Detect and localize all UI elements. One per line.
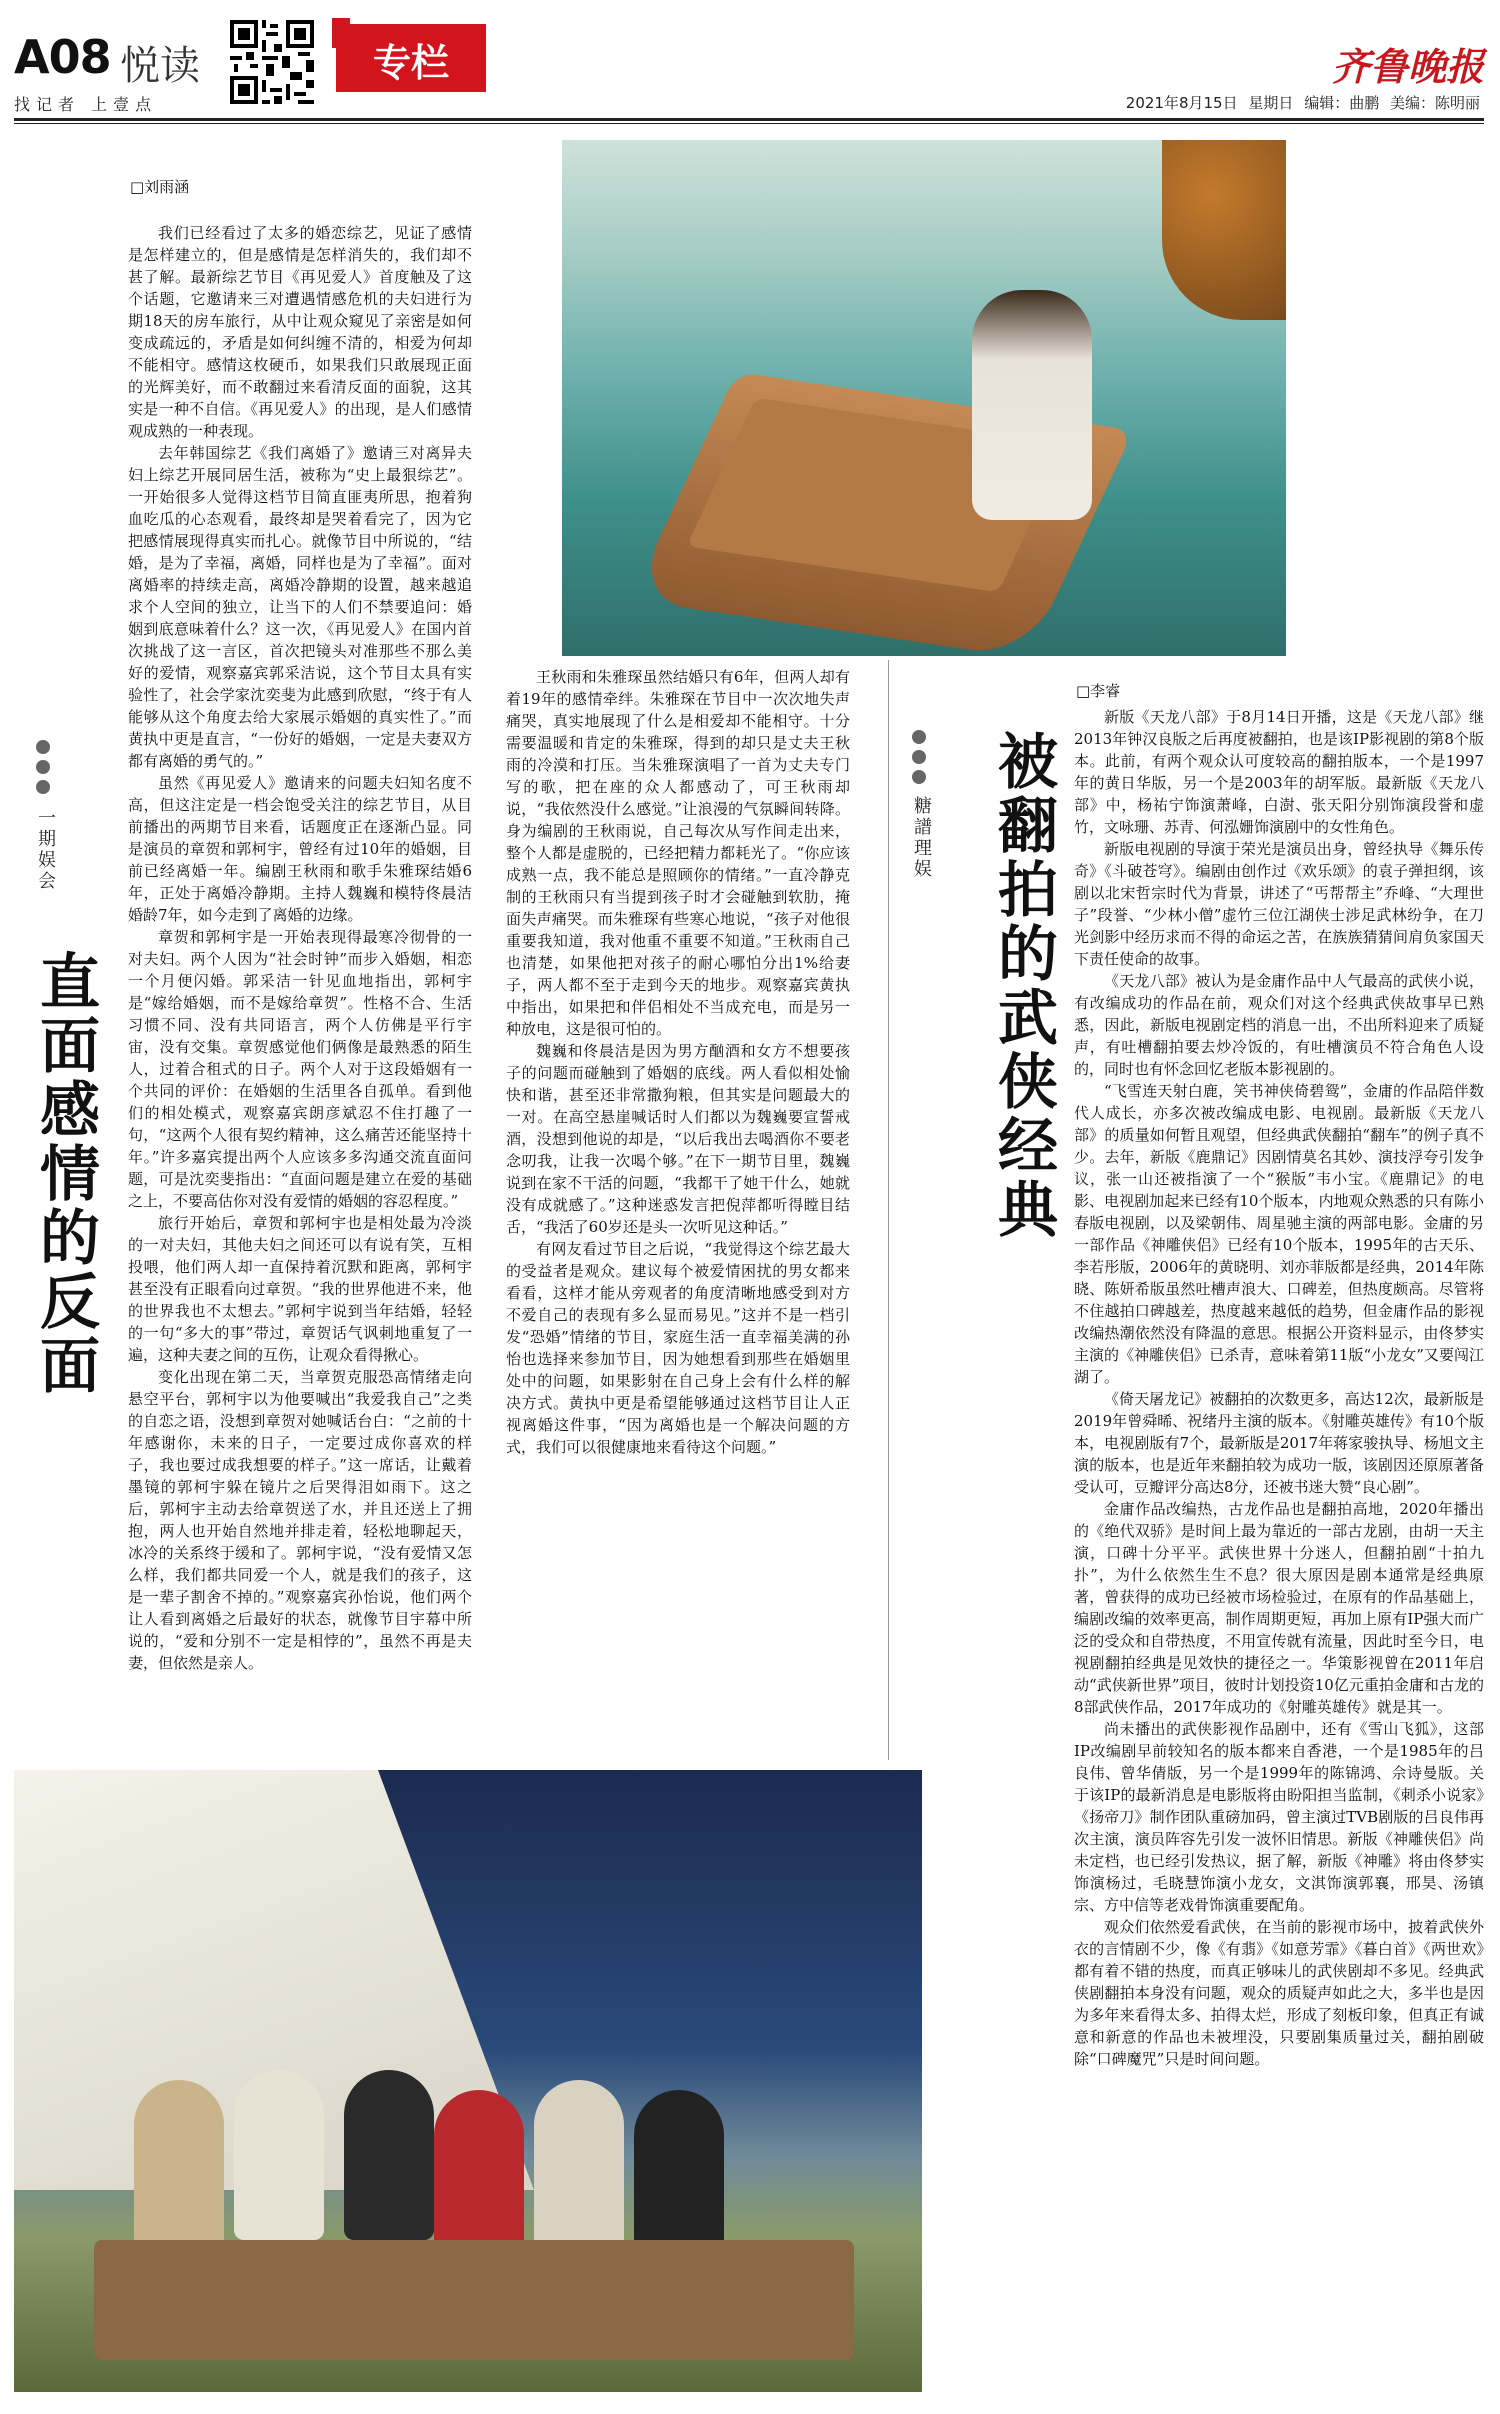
photo-campsite-dinner <box>14 1770 922 2392</box>
photo-guest-detail <box>344 2070 434 2240</box>
article1-column-1 <box>128 222 472 1732</box>
article2-tag: 糖譜理娱 <box>911 796 932 880</box>
photo-guest-detail <box>634 2090 724 2260</box>
column-divider <box>888 660 889 1760</box>
column-label: 专栏 <box>372 41 449 85</box>
article1-byline: □刘雨涵 <box>130 178 190 196</box>
photo-person-detail <box>972 290 1092 520</box>
photo-table-detail <box>94 2240 854 2360</box>
photo-guest-detail <box>134 2080 224 2250</box>
slogan: 找记者 上壹点 <box>14 95 158 114</box>
header-rule <box>14 118 1484 121</box>
photo-boat-on-river <box>562 140 1286 656</box>
header-rule-thin <box>14 123 1484 124</box>
article2-paragraph: 尚未播出的武侠影视作品剧中，还有《雪山飞狐》，这部IP改编剧早前较知名的版本都来自香港，一个是1985年的吕良伟、曾华倩版，另一个是1999年的陈锦鸿、佘诗曼版。关于该IP的最新消息是电影版将由盼阳担当监制，《刺杀小说家》《扬帝刀》制作团队重磅加码，曾主演过TVB剧版的吕良伟再次主演，演员阵容先引发一波怀旧情思。新版《神雕侠侣》尚未定档，也已经引发热议，据了解，新版《神雕》将由佟梦实饰演杨过，毛晓慧饰演小龙女，文淇饰演郭襄，邢昊、汤镇宗、方中信等老戏骨饰演重要配角。 <box>1074 1720 1484 1914</box>
article2-paragraph: 观众们依然爱看武侠，在当前的影视市场中，披着武侠外衣的言情剧不少，像《有翡》《如意芳霏》《暮白首》《两世欢》都有着不错的热度，而真正够味儿的武侠剧却不多见。经典武侠剧翻拍本身没有问题，观众的质疑声如此之大，多半也是因为多年来看得太多、拍得太烂，形成了刻板印象，但真正有诚意和新意的作品也未被埋没，只要剧集质量过关，翻拍剧破除“口碑魔咒”只是时间问题。 <box>1074 1918 1484 2068</box>
article1-paragraph: 旅行开始后，章贺和郭柯宇也是相处最为冷淡的一对夫妇，其他夫妇之间还可以有说有笑，互相投喂，他们两人却一直保持着沉默和距离，郭柯宇甚至没有正眼看向过章贺。“我的世界他进不来，他的世界我也不太想去。”郭柯宇说到当年结婚，轻轻的一句“多大的事”带过，章贺话气讽刺地重复了一遍，这种夫妻之间的互伤，让观众看得揪心。 <box>128 1214 472 1364</box>
article2-paragraph: 《天龙八部》被认为是金庸作品中人气最高的武侠小说，有改编成功的作品在前，观众们对这个经典武侠故事早已熟悉，因此，新版电视剧定档的消息一出，不出所料迎来了质疑声，有吐槽翻拍要去炒冷饭的，有吐槽演员不符合角色人设的，同时也有怀念回忆老版本影视剧的。 <box>1074 972 1484 1078</box>
brand-logo: 齐鲁晚报 <box>1331 44 1484 89</box>
article1-title: 直面感情的反面 <box>30 950 100 1398</box>
header-info <box>1126 92 1480 113</box>
article2-paragraph: 《倚天屠龙记》被翻拍的次数更多，高达12次，最新版是2019年曾舜晞、祝绪丹主演的版本。《射雕英雄传》有10个版本，电视剧版有7个，最新版是2017年蒋家骏执导、杨旭文主演的版本，也是近年来翻拍较为成功一版，该剧因还原原著备受认可，豆瓣评分高达8分，还被书迷大赞“良心剧”。 <box>1074 1390 1484 1496</box>
article2-paragraph: “飞雪连天射白鹿，笑书神侠倚碧鸳”，金庸的作品陪伴数代人成长，亦多次被改编成电影、电视剧。最新版《天龙八部》的质量如何暂且观望，但经典武侠翻拍“翻车”的例子真不少。去年，新版《鹿鼎记》因剧情莫名其妙、演技浮夸引发争议，张一山还被指演了一个“猴版”韦小宝。《鹿鼎记》的电影、电视剧加起来已经有10个版本，内地观众熟悉的只有陈小春版电视剧，以及梁朝伟、周星驰主演的两部电影。金庸的另一部作品《神雕侠侣》已经有10个版本，1995年的古天乐、李若彤版，2006年的黄晓明、刘亦菲版都是经典，2014年陈晓、陈妍希版虽然吐槽声浪大、口碑差，但热度颇高。尽管将不住越拍口碑越差，热度越来越低的趋势，但金庸作品的影视改编热潮依然没有降温的意思。根据公开资料显示，由佟梦实主演的《神雕侠侣》已杀青，意味着第11版“小龙女”又要闯江湖了。 <box>1074 1082 1484 1386</box>
section-name: 悦读 <box>120 43 200 89</box>
tag-dots <box>36 740 52 800</box>
article1-paragraph: 虽然《再见爱人》邀请来的问题夫妇知名度不高，但这注定是一档会饱受关注的综艺节目，从目前播出的两期节目来看，话题度正在逐渐凸显。同是演员的章贺和郭柯宇，曾经有过10年的婚姻，目前已经离婚一年。编剧王秋雨和歌手朱雅琛结婚6年，正处于离婚冷静期。主持人魏巍和模特佟晨洁婚龄7年，如今走到了离婚的边缘。 <box>128 774 472 924</box>
article1-paragraph: 王秋雨和朱雅琛虽然结婚只有6年，但两人却有着19年的感情牵绊。朱雅琛在节目中一次次地失声痛哭，真实地展现了什么是相爱却不能相守。十分需要温暖和肯定的朱雅琛，得到的却只是丈夫王秋雨的冷漠和打压。当朱雅琛演唱了一首为丈夫专门写的歌，把在座的众人都感动了，可王秋雨却说，“我依然没什么感觉。”让浪漫的气氛瞬间转降。身为编剧的王秋雨说，自己每次从写作间走出来，整个人都是虚脱的，已经把精力都耗光了。“你应该成熟一点，我不能总是照顾你的情绪。”一直冷静克制的王秋雨只有当提到孩子时才会碰触到软肋，掩面失声痛哭。而朱雅琛有些寒心地说，“孩子对他很重要我知道，我对他重不重要不知道。”王秋雨自己也清楚，如果他把对孩子的耐心哪怕分出1%给妻子，两人都不至于走到今天的地步。观察嘉宾黄执中指出，如果把和伴侣相处不当成充电，而是另一种放电，这是很可怕的。 <box>506 668 850 1038</box>
article2-paragraph: 金庸作品改编热，古龙作品也是翻拍高地，2020年播出的《绝代双骄》是时间上最为靠近的一部古龙剧，由胡一天主演，口碑十分平平。武侠世界十分迷人，但翻拍剧“十拍九扑”，为什么依然生生不息？很大原因是剧本通常是经典原著，曾获得的成功已经被市场检验过，在原有的作品基础上，编剧改编的效率更高，制作周期更短，再加上原有IP强大而广泛的受众和自带热度，不用宣传就有流量，因此时至今日，电视剧翻拍经典是见效快的捷径之一。华策影视曾在2011年启动“武侠新世界”项目，彼时计划投资10亿元重拍金庸和古龙的8部武侠作品，2017年成功的《射雕英雄传》就是其一。 <box>1074 1500 1484 1716</box>
issue-weekday: 星期日 <box>1248 94 1294 112</box>
designer-credit: 美编：陈明丽 <box>1389 94 1480 112</box>
article2-paragraph: 新版《天龙八部》于8月14日开播，这是《天龙八部》继2013年钟汉良版之后再度被翻拍，也是该IP影视剧的第8个版本。此前，有两个观众认可度较高的翻拍版本，一个是1997年的黄日华版，另一个是2003年的胡军版。最新版《天龙八部》中，杨祐宁饰演萧峰，白澍、张天阳分别饰演段誉和虚竹，文咏珊、苏青、何泓姗饰演剧中的女性角色。 <box>1074 708 1484 836</box>
article1-paragraph: 章贺和郭柯宇是一开始表现得最寒冷彻骨的一对夫妇。两个人因为“社会时钟”而步入婚姻，相恋一个月便闪婚。郭采洁一针见血地指出，郭柯宇是“嫁给婚姻，而不是嫁给章贺”。性格不合、生活习惯不同、没有共同语言，两个人仿佛是平行宇宙，没有交集。章贺感觉他们俩像是最熟悉的陌生人，过着合租式的日子。两个人对于这段婚姻有一个共同的评价：在婚姻的生活里各自孤单。看到他们的相处模式，观察嘉宾朗彦斌忍不住打趣了一句，“这两个人很有契约精神，这么痛苦还能坚持十年。”许多嘉宾提出两个人应该多多沟通交流直面问题，可是沈奕斐指出：“直面问题是建立在爱的基础之上，不要高估你对没有爱情的婚姻的容忍程度。” <box>128 928 472 1210</box>
article2-column <box>1074 706 1484 2396</box>
article1-tag: 一期娱会 <box>35 808 56 892</box>
article2-title: 被翻拍的武侠经典 <box>988 730 1058 1242</box>
article1-paragraph: 变化出现在第二天，当章贺克服恐高情绪走向悬空平台，郭柯宇以为他要喊出“我爱我自己”之类的自恋之语，没想到章贺对她喊话台白：“之前的十年感谢你，未来的日子，一定要过成你喜欢的样子，我也要过成我想要的样子。”这一席话，让戴着墨镜的郭柯宇躲在镜片之后哭得泪如雨下。这之后，郭柯宇主动去给章贺送了水，并且还送上了拥抱，两人也开始自然地并排走着，轻松地聊起天，冰冷的关系终于缓和了。郭柯宇说，“没有爱情又怎么样，我们都共同爱一个人，就是我们的孩子，这是一辈子割舍不掉的。”观察嘉宾孙怡说，他们两个让人看到离婚之后最好的状态，就像节目宇幕中所说的，“爱和分别不一定是相悖的”，虽然不再是夫妻，但依然是亲人。 <box>128 1368 472 1672</box>
photo-guest-detail <box>434 2090 524 2260</box>
article2-byline: □李睿 <box>1076 682 1121 700</box>
article1-paragraph: 魏巍和佟晨洁是因为男方酗酒和女方不想要孩子的问题而碰触到了婚姻的底线。两人看似相处愉快和谐，甚至还非常撒狗粮，但其实是问题最大的一对。在高空悬崖喊话时人们都以为魏巍要宣誓戒酒，没想到他说的却是，“以后我出去喝酒你不要老念叨我，让我一次喝个够。”在下一期节目里，魏巍说到在家不干活的问题，“我都干了她干什么，她就没有成就感了。”这种迷惑发言把倪萍都听得瞠目结舌，“我活了60岁还是头一次听见这种话。” <box>506 1042 850 1236</box>
issue-date: 2021年8月15日 <box>1125 94 1238 112</box>
qr-code-icon[interactable] <box>226 16 318 108</box>
photo-guest-detail <box>534 2080 624 2250</box>
article1-paragraph: 我们已经看过了太多的婚恋综艺，见证了感情是怎样建立的，但是感情是怎样消失的，我们却不甚了解。最新综艺节目《再见爱人》首度触及了这个话题，它邀请来三对遭遇情感危机的夫妇进行为期18天的房车旅行，从中让观众窥见了亲密是如何变成疏远的，矛盾是如何纠缠不清的，相爱为何却不能相守。感情这枚硬币，如果我们只敢展现正面的光辉美好，而不敢翻过来看清反面的面貌，这其实是一种不自信。《再见爱人》的出现，是人们感情观成熟的一种表现。 <box>128 224 472 440</box>
photo-guest-detail <box>234 2070 324 2240</box>
article1-paragraph: 有网友看过节目之后说，“我觉得这个综艺最大的受益者是观众。建议每个被爱情困扰的男女都来看看，这样才能从旁观者的角度清晰地感受到对方不爱自己的表现有多么显而易见。”这并不是一档引发“恐婚”情绪的节目，家庭生活一直幸福美满的孙怡也选择来参加节目，因为她想看到那些在婚姻里处中的问题，如果影射在自己身上会有什么样的解决方式。黄执中更是希望能够通过这档节目让人正视离婚这件事，“因为离婚也是一个解决问题的方式，我们可以很健康地来看待这个问题。” <box>506 1240 850 1456</box>
article2-paragraph: 新版电视剧的导演于荣光是演员出身，曾经执导《舞乐传奇》《斗破苍穹》。编剧由创作过《欢乐颂》的袁子弹担纲，该剧以北宋哲宗时代为背景，讲述了“丐帮帮主”乔峰、“大理世子”段誉、“少林小僧”虚竹三位江湖侠士涉足武林纷争，在刀光剑影中经历求而不得的命运之苦，在族族猜猜间肩负家国天下责任使命的故事。 <box>1074 840 1484 968</box>
editor-credit: 编辑：曲鹏 <box>1304 94 1380 112</box>
photo-tree-detail <box>1162 140 1286 320</box>
article1-paragraph: 去年韩国综艺《我们离婚了》邀请三对离异夫妇上综艺开展同居生活，被称为“史上最狠综艺”。一开始很多人觉得这档节目简直匪夷所思，抱着狗血吃瓜的心态观看，最终却是哭着看完了，因为它把感情展现得真实而扎心。就像节目中所说的，“结婚，是为了幸福，离婚，同样也是为了幸福”。面对离婚率的持续走高，离婚冷静期的设置，越来越追求个人空间的独立，让当下的人们不禁要追问：婚姻到底意味着什么？这一次，《再见爱人》在国内首次挑战了这一言区，首次把镜头对准那些不那么美好的爱情，观察嘉宾郭采洁说，这个节目太具有实验性了，社会学家沈奕斐为此感到欣慰，“终于有人能够从这个角度去给大家展示婚姻的真实性了。”而黄执中更是直言，“一份好的婚姻，一定是夫妻双方都有离婚的勇气的。” <box>128 444 472 770</box>
page-number: A08 <box>14 30 111 84</box>
article1-column-2 <box>506 666 850 1746</box>
tag-dots <box>912 730 928 790</box>
